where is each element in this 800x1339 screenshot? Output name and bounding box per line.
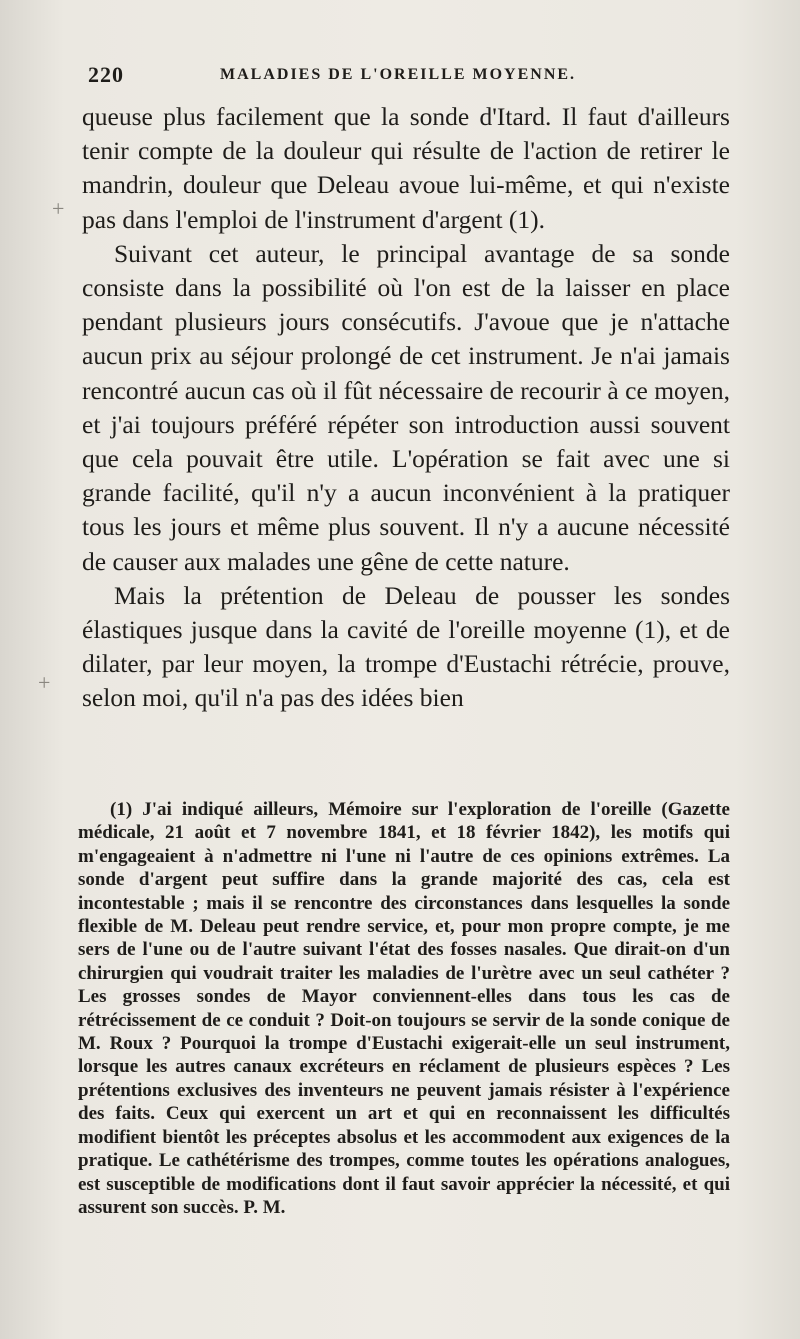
running-head: MALADIES DE L'OREILLE MOYENNE. (220, 66, 577, 83)
paragraph-3: Mais la prétention de Deleau de pousser les sondes élastiques jusque dans la cavité de l'oreille moyenne (1), et de dilater, par leur moyen, la trompe d'Eustachi rétrécie, prouve, selon moi, qu'il n'a pas des idées bien (82, 580, 730, 713)
page-number: 220 (88, 62, 124, 87)
paragraph-1: queuse plus facilement que la sonde d'Itard. Il faut d'ailleurs tenir compte de la douleur qui résulte de l'action de retirer le mandrin, douleur que Deleau avoue lui-même, et qui n'existe pas dans l'emploi de l'instrument d'argent (1). (82, 102, 730, 234)
margin-mark-1: + (52, 196, 65, 221)
footnote-1: (1) J'ai indiqué ailleurs, Mémoire sur l'exploration de l'oreille (Gazette médicale, 21 août et 7 novembre 1841, et 18 février 1842), les motifs qui m'engageaient à n'admettre ni l'une ni l'autre de ces opinions extrêmes. La sonde d'argent peut suffire dans la grande majorité des cas, cela est incontestable ; mais il se rencontre des circonstances dans lesquelles la sonde flexible de M. Deleau peut rendre service, et, pour mon propre compte, je me sers de l'une ou de l'autre suivant l'état des fosses nasales. Que dirait-on d'un chirurgien qui voudrait traiter les maladies de l'urètre avec un seul cathéter ? Les grosses sondes de Mayor conviennent-elles dans tous les cas de rétrécissement de ce conduit ? Doit-on toujours se servir de la sonde conique de M. Roux ? Pourquoi la trompe d'Eustachi exigerait-elle un seul instrument, lorsque les autres canaux excréteurs en réclament de plusieurs espèces ? Les prétentions exclusives des inventeurs ne peuvent jamais résister à l'expérience des faits. Ceux qui exercent un art et qui en reconnaissent les difficultés modifient bientôt les préceptes absolus et les accommodent aux exigences de la pratique. Le cathétérisme des trompes, comme toutes les opérations analogues, est susceptible de modifications dont il faut savoir apprécier la nécessité, et qui assurent son succès. P. M. (78, 799, 730, 1218)
paragraph-2: Suivant cet auteur, le principal avantage de sa sonde consiste dans la possibilité où l'on est de la laisser en place pendant plusieurs jours consécutifs. J'avoue que je n'attache aucun prix au séjour prolongé de cet instrument. Je n'ai jamais rencontré aucun cas où il fût nécessaire de recourir à ce moyen, et j'ai toujours préféré répéter son introduction aussi souvent que cela pouvait être utile. L'opération se fait avec une si grande facilité, qu'il n'y a aucun inconvénient à la pratiquer tous les jours et même plus souvent. Il n'y a aucune nécessité de causer aux malades une gêne de cette nature. (82, 238, 730, 576)
footnote-section (78, 798, 730, 1219)
main-text (82, 100, 730, 716)
page-header (80, 62, 720, 90)
margin-mark-2: + (38, 670, 51, 695)
